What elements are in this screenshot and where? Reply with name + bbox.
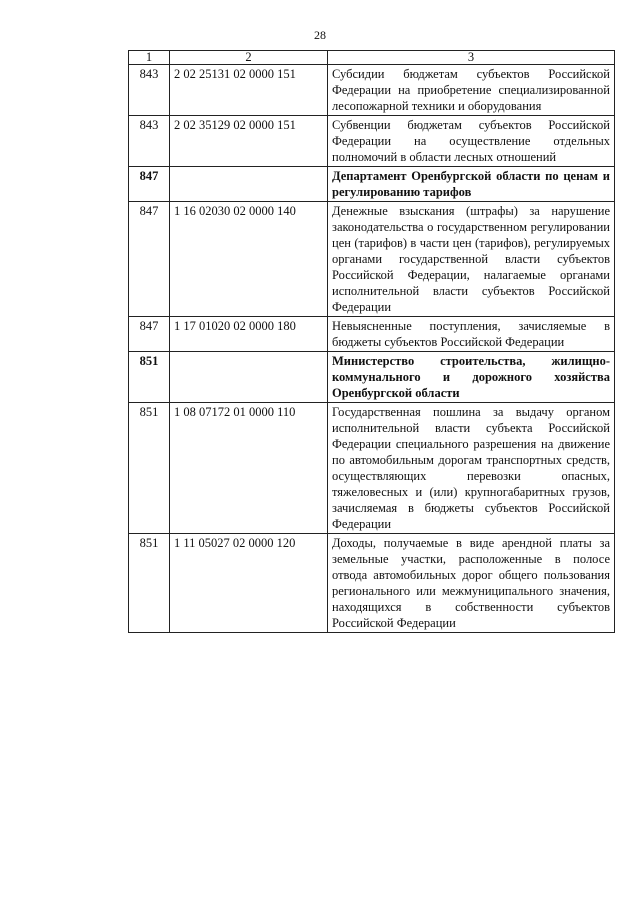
budget-code-cell: 2 02 35129 02 0000 151 — [170, 116, 328, 167]
budget-code-cell: 1 16 02030 02 0000 140 — [170, 202, 328, 317]
table-row — [129, 202, 615, 317]
description-cell: Субвенции бюджетам субъектов Российской Федерации на осуществление отдельных полномочий в области лесных отношений — [328, 116, 615, 167]
table-row — [129, 317, 615, 352]
department-row — [129, 167, 615, 202]
table-header-row — [129, 51, 615, 65]
department-name-cell: Министерство строительства, жилищно-коммунального и дорожного хозяйства Оренбургской области — [328, 352, 615, 403]
budget-code-cell: 1 08 07172 01 0000 110 — [170, 403, 328, 534]
admin-code-cell: 851 — [129, 403, 170, 534]
department-name-cell: Департамент Оренбургской области по ценам и регулированию тарифов — [328, 167, 615, 202]
description-cell: Денежные взыскания (штрафы) за нарушение законодательства о государственном регулировании цен (тарифов) в части цен (тарифов), регулируемых органами государственной власти субъектов Российской Федерации, налагаемые органами исполнительной власти субъектов Российской Федерации — [328, 202, 615, 317]
table-body — [129, 65, 615, 633]
admin-code-cell: 851 — [129, 352, 170, 403]
description-cell: Невыясненные поступления, зачисляемые в бюджеты субъектов Российской Федерации — [328, 317, 615, 352]
budget-code-cell — [170, 167, 328, 202]
admin-code-cell: 847 — [129, 317, 170, 352]
admin-code-cell: 847 — [129, 202, 170, 317]
table-row — [129, 534, 615, 633]
admin-code-cell: 847 — [129, 167, 170, 202]
budget-code-cell: 2 02 25131 02 0000 151 — [170, 65, 328, 116]
budget-code-cell: 1 11 05027 02 0000 120 — [170, 534, 328, 633]
page-number: 28 — [314, 28, 326, 42]
column-header-3: 3 — [328, 51, 615, 65]
budget-code-cell: 1 17 01020 02 0000 180 — [170, 317, 328, 352]
description-cell: Доходы, получаемые в виде арендной платы за земельные участки, расположенные в полосе отвода автомобильных дорог общего пользования регионального или межмуниципального значения, находящихся в собственности субъектов Российской Федерации — [328, 534, 615, 633]
table-row — [129, 403, 615, 534]
description-cell: Субсидии бюджетам субъектов Российской Федерации на приобретение специализированной лесопожарной техники и оборудования — [328, 65, 615, 116]
admin-code-cell: 843 — [129, 65, 170, 116]
admin-code-cell: 851 — [129, 534, 170, 633]
description-cell: Государственная пошлина за выдачу органом исполнительной власти субъекта Российской Федерации специального разрешения на движение по автомобильным дорогам транспортных средств, осуществляющих перевозки опасных, тяжеловесных и (или) крупногабаритных грузов, зачисляемая в бюджеты субъектов Российской Федерации — [328, 403, 615, 534]
revenue-classification-table — [128, 50, 615, 633]
department-row — [129, 352, 615, 403]
admin-code-cell: 843 — [129, 116, 170, 167]
table-row — [129, 65, 615, 116]
table-row — [129, 116, 615, 167]
budget-code-cell — [170, 352, 328, 403]
column-header-2: 2 — [170, 51, 328, 65]
column-header-1: 1 — [129, 51, 170, 65]
